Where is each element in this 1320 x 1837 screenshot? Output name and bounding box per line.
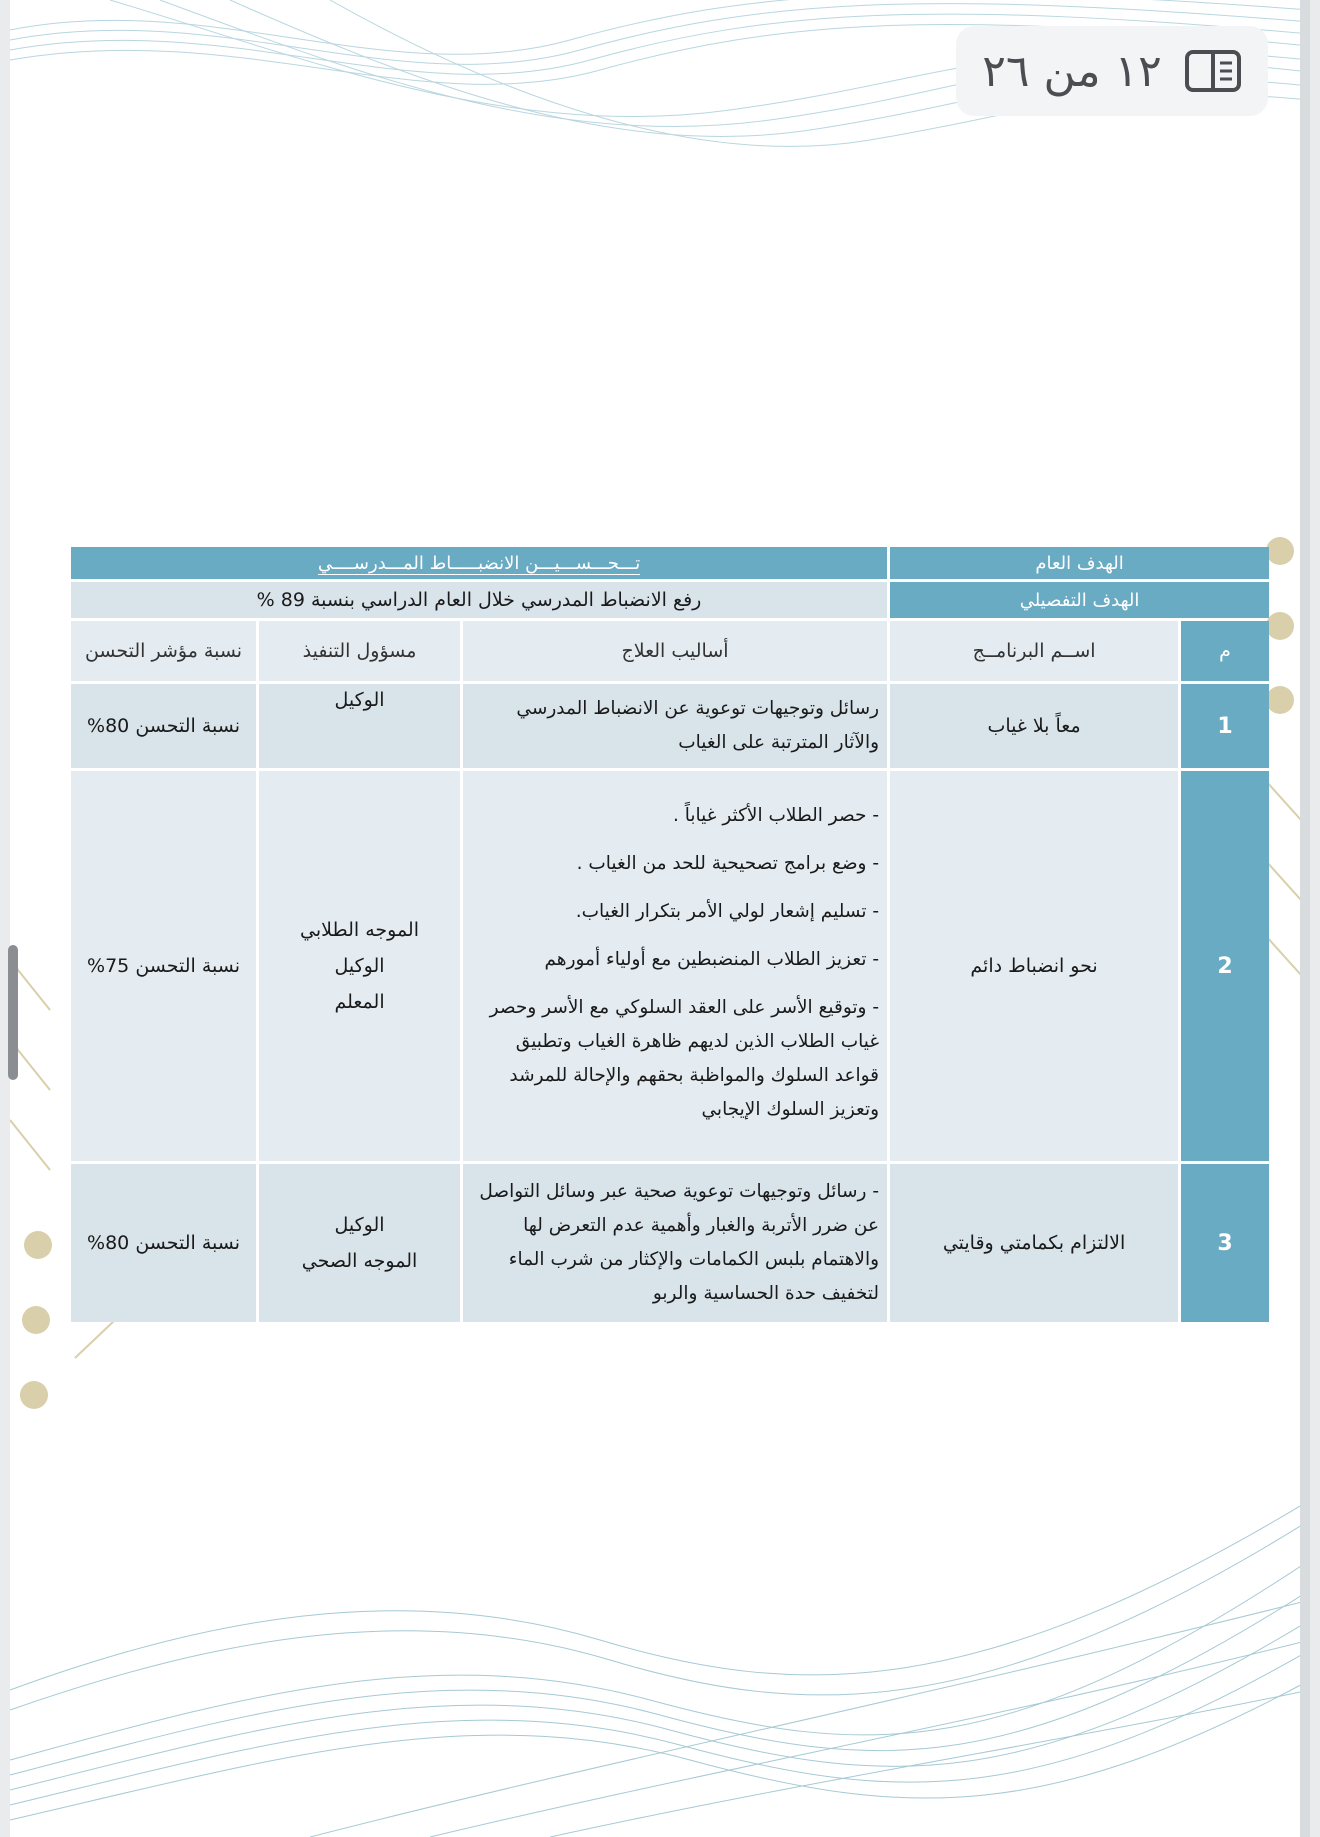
- methods-cell: [463, 1164, 887, 1322]
- responsible-item: الوكيل: [334, 689, 385, 711]
- method-item: - تسليم إشعار لولي الأمر بتكرار الغياب.: [575, 901, 880, 922]
- detailed-goal-value: رفع الانضباط المدرسي خلال العام الدراسي بنسبة 89 %: [71, 582, 887, 618]
- methods-cell: [463, 684, 887, 768]
- page-counter-text: ١٢ من ٢٦: [982, 45, 1162, 97]
- scrollbar-handle[interactable]: [8, 945, 18, 1080]
- document-page: [10, 0, 1310, 1837]
- method-item: - وضع برامج تصحيحية للحد من الغياب .: [576, 853, 880, 874]
- general-goal-value: [71, 547, 887, 579]
- methods-cell: [463, 771, 887, 1161]
- col-indicator-header: نسبة مؤشر التحسن: [71, 621, 256, 681]
- method-item: - وتوقيع الأسر على العقد السلوكي مع الأسر وحصر غياب الطلاب الذين لديهم ظاهرة الغياب وتطبيق قواعد السلوك والمواظبة بحقهم والإحالة للمرشد وتعزيز السلوك الإيجابي: [489, 997, 880, 1120]
- responsible-item: الوكيل: [334, 955, 385, 977]
- col-responsible-header: مسؤول التنفيذ: [259, 621, 460, 681]
- responsible-item: الموجه الصحي: [301, 1250, 418, 1272]
- indicator-cell: نسبة التحسن 75%: [71, 771, 256, 1161]
- program-name: الالتزام بكمامتي وقايتي: [890, 1164, 1178, 1322]
- responsible-item: المعلم: [334, 991, 385, 1013]
- general-goal-text: تـــحـــســـيـــن الانضبـــــاط المـــدرســــي: [317, 552, 641, 574]
- responsible-item: الوكيل: [334, 1214, 385, 1236]
- responsible-cell: [259, 771, 460, 1161]
- program-name: نحو انضباط دائم: [890, 771, 1178, 1161]
- method-item: رسائل وتوجيهات توعوية عن الانضباط المدرسي والآثار المترتبة على الغياب: [516, 698, 880, 753]
- column-header-row: [71, 621, 1269, 681]
- discipline-plan-table: [68, 544, 1272, 1325]
- detailed-goal-row: [71, 582, 1269, 618]
- indicator-cell: نسبة التحسن 80%: [71, 684, 256, 768]
- col-program-header: اســم البرنامــج: [890, 621, 1178, 681]
- table-row: [71, 684, 1269, 768]
- row-number: 2: [1181, 771, 1269, 1161]
- general-goal-label: الهدف العام: [890, 547, 1269, 579]
- col-num-header: م: [1181, 621, 1269, 681]
- method-item: - حصر الطلاب الأكثر غياباً .: [673, 805, 880, 826]
- program-name: معاً بلا غياب: [890, 684, 1178, 768]
- table-row: [71, 1164, 1269, 1322]
- general-goal-row: [71, 547, 1269, 579]
- page-counter-badge[interactable]: [956, 26, 1268, 116]
- responsible-cell: [259, 684, 460, 768]
- indicator-cell: نسبة التحسن 80%: [71, 1164, 256, 1322]
- row-number: 1: [1181, 684, 1269, 768]
- table-row: [71, 771, 1269, 1161]
- responsible-item: الموجه الطلابي: [300, 919, 420, 941]
- detailed-goal-label: الهدف التفصيلي: [890, 582, 1269, 618]
- col-methods-header: أساليب العلاج: [463, 621, 887, 681]
- page-edge: [1300, 0, 1310, 1837]
- method-item: - رسائل وتوجيهات توعوية صحية عبر وسائل التواصل عن ضرر الأتربة والغبار وأهمية عدم التعرض لها والاهتمام بلبس الكمامات والإكثار من شرب الماء لتخفيف حدة الحساسية والربو: [479, 1181, 880, 1304]
- responsible-cell: [259, 1164, 460, 1322]
- book-open-icon: [1184, 49, 1242, 93]
- method-item: - تعزيز الطلاب المنضبطين مع أولياء أمورهم: [544, 949, 880, 970]
- row-number: 3: [1181, 1164, 1269, 1322]
